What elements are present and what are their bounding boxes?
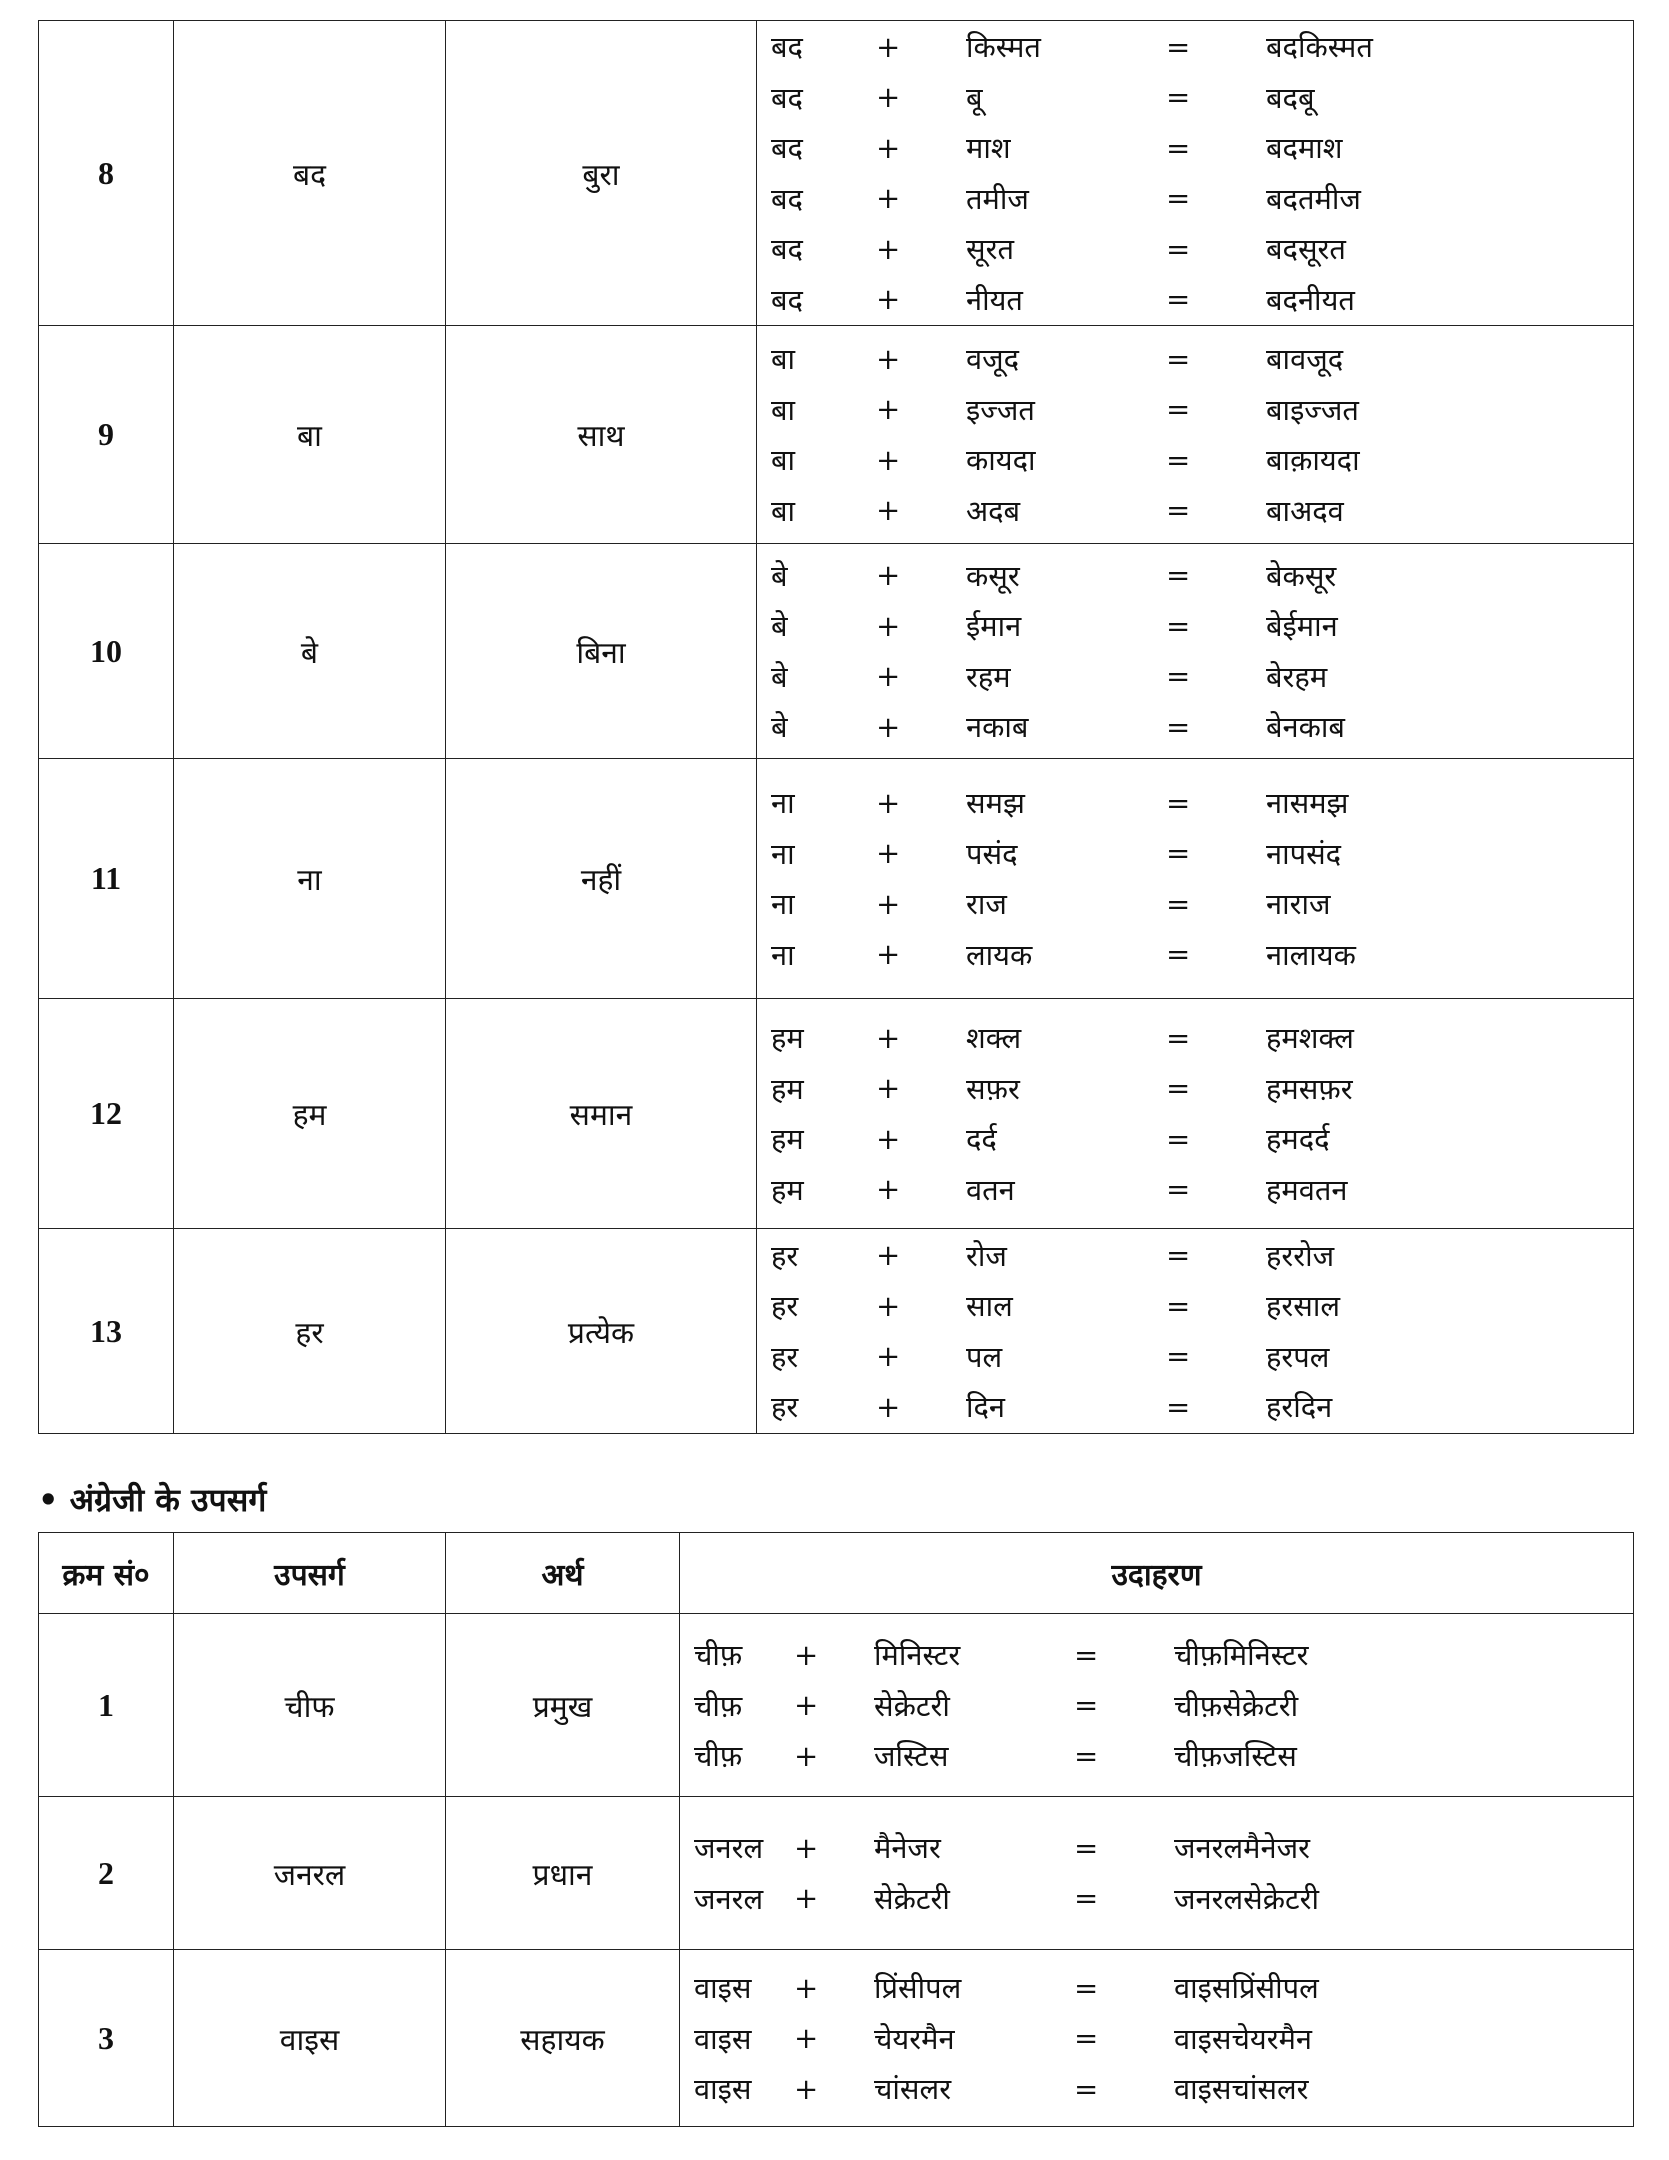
- plus-sign: +: [876, 1288, 901, 1323]
- example-root: कायदा: [966, 443, 1036, 478]
- equals-sign: =: [1166, 1121, 1191, 1156]
- equals-sign: =: [1074, 1637, 1099, 1672]
- example-root: दिन: [966, 1390, 1006, 1425]
- plus-sign: +: [876, 1121, 901, 1156]
- example-result: नालायक: [1266, 937, 1356, 972]
- examples-cell: [757, 326, 1634, 544]
- row-number: 10: [39, 544, 174, 759]
- example-result: बेरहम: [1266, 659, 1328, 694]
- equals-sign: =: [1166, 231, 1191, 266]
- column-header: अर्थ: [446, 1533, 680, 1614]
- plus-sign: +: [876, 231, 901, 266]
- equals-sign: =: [1166, 282, 1191, 317]
- examples-cell: [680, 1614, 1634, 1797]
- example-prefix: चीफ़: [694, 1688, 743, 1723]
- example-result: हमशक्ल: [1266, 1021, 1354, 1056]
- examples-cell: [680, 1797, 1634, 1950]
- example-root: इज्जत: [966, 392, 1035, 427]
- plus-sign: +: [794, 1688, 819, 1722]
- example-root: चांसलर: [874, 2072, 952, 2106]
- plus-sign: +: [876, 709, 901, 744]
- example-result: हरसाल: [1266, 1289, 1341, 1324]
- example-line: [757, 435, 1633, 486]
- example-prefix: बद: [771, 30, 803, 65]
- plus-sign: +: [876, 29, 901, 64]
- row-number: 13: [39, 1229, 174, 1434]
- plus-sign: +: [876, 608, 901, 643]
- example-prefix: बा: [771, 443, 796, 478]
- example-line: [757, 274, 1633, 325]
- equals-sign: =: [1166, 937, 1191, 972]
- example-result: जनरलसेक्रेटरी: [1174, 1881, 1320, 1916]
- row-number: 1: [39, 1614, 174, 1797]
- equals-sign: =: [1166, 29, 1191, 64]
- example-result: जनरलमैनेजर: [1174, 1831, 1310, 1866]
- example-prefix: बे: [771, 609, 788, 644]
- column-header: उपसर्ग: [174, 1533, 446, 1614]
- example-prefix: बद: [771, 80, 803, 115]
- urdu-prefix-table: [38, 20, 1634, 1434]
- equals-sign: =: [1166, 1238, 1191, 1273]
- example-line: [757, 224, 1633, 275]
- example-result: नासमझ: [1266, 786, 1349, 821]
- example-result: चीफ़जस्टिस: [1174, 1739, 1297, 1773]
- example-root: सेक्रेटरी: [874, 1881, 950, 1916]
- example-prefix: वाइस: [694, 2021, 752, 2056]
- example-line: [680, 1680, 1633, 1731]
- meaning-cell: नहीं: [446, 759, 757, 999]
- equals-sign: =: [1166, 493, 1191, 528]
- plus-sign: +: [794, 1970, 819, 2005]
- prefix-cell: बद: [174, 21, 446, 326]
- equals-sign: =: [1166, 608, 1191, 643]
- example-result: हमवतन: [1266, 1172, 1348, 1207]
- example-prefix: ना: [771, 836, 795, 871]
- plus-sign: +: [876, 1071, 901, 1106]
- example-line: [757, 1331, 1633, 1382]
- equals-sign: =: [1074, 2071, 1099, 2106]
- example-result: हमदर्द: [1266, 1122, 1330, 1157]
- example-line: [757, 485, 1633, 536]
- plus-sign: +: [876, 130, 901, 165]
- plus-sign: +: [876, 80, 901, 115]
- equals-sign: =: [1166, 659, 1191, 694]
- equals-sign: =: [1166, 341, 1191, 376]
- equals-sign: =: [1166, 130, 1191, 165]
- example-line: [757, 1230, 1633, 1281]
- example-prefix: बे: [771, 710, 788, 745]
- prefix-cell: बे: [174, 544, 446, 759]
- example-result: हरदिन: [1266, 1390, 1333, 1425]
- equals-sign: =: [1166, 181, 1191, 216]
- example-result: बेईमान: [1266, 609, 1338, 644]
- prefix-cell: हर: [174, 1229, 446, 1434]
- examples-cell: [757, 759, 1634, 999]
- table-row: [39, 21, 1634, 326]
- meaning-cell: सहायक: [446, 1950, 680, 2127]
- example-result: बदकिस्मत: [1266, 30, 1373, 65]
- example-line: [757, 1063, 1633, 1114]
- example-root: वतन: [966, 1172, 1015, 1207]
- examples-cell: [757, 21, 1634, 326]
- plus-sign: +: [876, 1172, 901, 1207]
- row-number: 12: [39, 999, 174, 1229]
- plus-sign: +: [794, 2021, 819, 2055]
- example-line: [757, 828, 1633, 879]
- example-root: ईमान: [966, 609, 1022, 644]
- prefix-cell: जनरल: [174, 1797, 446, 1950]
- example-root: शक्ल: [966, 1021, 1022, 1056]
- example-line: [757, 778, 1633, 829]
- example-prefix: हम: [771, 1122, 804, 1157]
- example-line: [680, 1730, 1633, 1781]
- example-root: लायक: [966, 937, 1033, 972]
- equals-sign: =: [1166, 558, 1191, 593]
- example-result: हररोज: [1266, 1238, 1335, 1273]
- example-prefix: हम: [771, 1172, 804, 1207]
- example-result: बावजूद: [1266, 342, 1344, 377]
- example-prefix: हर: [771, 1238, 799, 1273]
- plus-sign: +: [876, 558, 901, 593]
- examples-cell: [680, 1950, 1634, 2127]
- plus-sign: +: [876, 785, 901, 820]
- example-prefix: वाइस: [694, 1971, 752, 2005]
- row-number: 11: [39, 759, 174, 999]
- example-result: वाइसप्रिंसीपल: [1174, 1971, 1319, 2005]
- example-prefix: बा: [771, 342, 796, 377]
- equals-sign: =: [1074, 2021, 1099, 2055]
- equals-sign: =: [1074, 1970, 1099, 2005]
- plus-sign: +: [876, 937, 901, 972]
- example-root: समझ: [966, 786, 1025, 821]
- plus-sign: +: [876, 836, 901, 871]
- example-line: [757, 173, 1633, 224]
- example-line: [757, 929, 1633, 980]
- example-root: वजूद: [966, 342, 1020, 377]
- example-root: दर्द: [966, 1122, 997, 1157]
- meaning-cell: प्रमुख: [446, 1614, 680, 1797]
- meaning-cell: बिना: [446, 544, 757, 759]
- equals-sign: =: [1074, 1881, 1099, 1916]
- plus-sign: +: [794, 1881, 819, 1916]
- example-line: [680, 1629, 1633, 1680]
- example-root: अदब: [966, 493, 1021, 528]
- example-prefix: बद: [771, 181, 803, 216]
- plus-sign: +: [876, 659, 901, 694]
- example-line: [680, 1962, 1633, 2013]
- example-line: [757, 601, 1633, 652]
- table-row: [39, 326, 1634, 544]
- equals-sign: =: [1166, 1172, 1191, 1207]
- prefix-cell: चीफ: [174, 1614, 446, 1797]
- plus-sign: +: [876, 1389, 901, 1424]
- example-result: बाअदव: [1266, 493, 1344, 528]
- plus-sign: +: [794, 1637, 819, 1672]
- equals-sign: =: [1166, 392, 1191, 427]
- equals-sign: =: [1074, 1738, 1099, 1773]
- equals-sign: =: [1074, 1830, 1099, 1865]
- example-root: किस्मत: [966, 30, 1041, 65]
- example-prefix: ना: [771, 887, 795, 922]
- example-line: [757, 702, 1633, 753]
- example-line: [757, 384, 1633, 435]
- example-root: सेक्रेटरी: [874, 1688, 950, 1723]
- plus-sign: +: [876, 1339, 901, 1374]
- row-number: 8: [39, 21, 174, 326]
- example-line: [757, 651, 1633, 702]
- table-row: [39, 544, 1634, 759]
- prefix-cell: ना: [174, 759, 446, 999]
- example-prefix: ना: [771, 786, 795, 821]
- example-line: [757, 1164, 1633, 1215]
- example-prefix: हर: [771, 1390, 799, 1425]
- plus-sign: +: [876, 341, 901, 376]
- row-number: 3: [39, 1950, 174, 2127]
- equals-sign: =: [1074, 1688, 1099, 1722]
- example-prefix: बे: [771, 659, 788, 694]
- example-root: प्रिंसीपल: [874, 1971, 962, 2005]
- equals-sign: =: [1166, 1020, 1191, 1055]
- example-root: चेयरमैन: [874, 2021, 955, 2056]
- example-root: सफ़र: [966, 1071, 1020, 1106]
- plus-sign: +: [876, 442, 901, 477]
- table-row: [39, 1797, 1634, 1950]
- examples-cell: [757, 999, 1634, 1229]
- table-row: [39, 1614, 1634, 1797]
- example-result: नापसंद: [1266, 836, 1342, 871]
- equals-sign: =: [1166, 709, 1191, 744]
- equals-sign: =: [1166, 1288, 1191, 1323]
- example-prefix: चीफ़: [694, 1739, 743, 1773]
- row-number: 2: [39, 1797, 174, 1950]
- example-root: राज: [966, 887, 1007, 922]
- plus-sign: +: [876, 493, 901, 528]
- example-line: [757, 22, 1633, 73]
- example-prefix: ना: [771, 937, 795, 972]
- equals-sign: =: [1166, 785, 1191, 820]
- example-line: [680, 2063, 1633, 2114]
- equals-sign: =: [1166, 1339, 1191, 1374]
- plus-sign: +: [794, 1738, 819, 1773]
- example-result: बदनीयत: [1266, 282, 1355, 317]
- row-number: 9: [39, 326, 174, 544]
- example-result: चीफ़सेक्रेटरी: [1174, 1688, 1299, 1723]
- plus-sign: +: [876, 181, 901, 216]
- prefix-cell: बा: [174, 326, 446, 544]
- example-line: [757, 879, 1633, 930]
- example-root: पसंद: [966, 836, 1018, 871]
- example-root: कसूर: [966, 558, 1020, 593]
- example-line: [757, 1013, 1633, 1064]
- table-row: [39, 759, 1634, 999]
- example-prefix: जनरल: [694, 1881, 764, 1916]
- examples-cell: [757, 544, 1634, 759]
- example-result: बाक़ायदा: [1266, 443, 1360, 478]
- example-line: [757, 1114, 1633, 1165]
- example-root: नकाब: [966, 710, 1029, 745]
- meaning-cell: साथ: [446, 326, 757, 544]
- example-result: वाइसचेयरमैन: [1174, 2021, 1313, 2056]
- example-result: बेकसूर: [1266, 558, 1337, 593]
- example-prefix: वाइस: [694, 2072, 752, 2106]
- equals-sign: =: [1166, 1389, 1191, 1424]
- example-result: बदमाश: [1266, 131, 1343, 166]
- meaning-cell: बुरा: [446, 21, 757, 326]
- meaning-cell: प्रत्येक: [446, 1229, 757, 1434]
- example-line: [757, 550, 1633, 601]
- example-result: नाराज: [1266, 887, 1331, 922]
- example-result: चीफ़मिनिस्टर: [1174, 1638, 1309, 1672]
- table-row: [39, 999, 1634, 1229]
- example-line: [680, 1823, 1633, 1874]
- section-heading: • अंग्रेजी के उपसर्ग: [38, 1481, 267, 1519]
- example-line: [757, 72, 1633, 123]
- example-root: मैनेजर: [874, 1831, 941, 1866]
- examples-cell: [757, 1229, 1634, 1434]
- meaning-cell: प्रधान: [446, 1797, 680, 1950]
- example-root: जस्टिस: [874, 1739, 949, 1773]
- example-prefix: हम: [771, 1071, 804, 1106]
- example-prefix: बे: [771, 558, 788, 593]
- example-prefix: चीफ़: [694, 1638, 743, 1672]
- plus-sign: +: [876, 1020, 901, 1055]
- example-prefix: बद: [771, 282, 803, 317]
- example-root: साल: [966, 1289, 1013, 1324]
- plus-sign: +: [876, 392, 901, 427]
- example-root: रोज: [966, 1238, 1007, 1273]
- example-result: बदतमीज: [1266, 181, 1361, 216]
- plus-sign: +: [876, 1238, 901, 1273]
- example-result: हमसफ़र: [1266, 1071, 1353, 1106]
- equals-sign: =: [1166, 886, 1191, 921]
- example-prefix: बद: [771, 131, 803, 166]
- example-result: बदसूरत: [1266, 232, 1346, 267]
- column-header: उदाहरण: [680, 1533, 1634, 1614]
- plus-sign: +: [876, 886, 901, 921]
- example-prefix: हर: [771, 1339, 799, 1374]
- example-root: पल: [966, 1339, 1003, 1374]
- example-result: बाइज्जत: [1266, 392, 1359, 427]
- example-line: [680, 1873, 1633, 1924]
- example-prefix: बा: [771, 392, 796, 427]
- example-root: रहम: [966, 659, 1011, 694]
- prefix-cell: वाइस: [174, 1950, 446, 2127]
- example-line: [680, 2013, 1633, 2064]
- example-root: नीयत: [966, 282, 1023, 317]
- meaning-cell: समान: [446, 999, 757, 1229]
- plus-sign: +: [794, 2071, 819, 2106]
- column-header: क्रम सं०: [39, 1533, 174, 1614]
- example-line: [757, 1382, 1633, 1433]
- example-line: [757, 334, 1633, 385]
- example-root: तमीज: [966, 181, 1029, 216]
- table-row: [39, 1229, 1634, 1434]
- example-result: हरपल: [1266, 1339, 1330, 1374]
- english-prefix-table: [38, 1532, 1634, 2127]
- plus-sign: +: [876, 282, 901, 317]
- example-prefix: जनरल: [694, 1831, 764, 1866]
- example-root: मिनिस्टर: [874, 1638, 961, 1672]
- plus-sign: +: [794, 1830, 819, 1865]
- equals-sign: =: [1166, 1071, 1191, 1106]
- example-prefix: बद: [771, 232, 803, 267]
- example-line: [757, 123, 1633, 174]
- example-prefix: हर: [771, 1289, 799, 1324]
- example-result: बेनकाब: [1266, 710, 1345, 745]
- equals-sign: =: [1166, 442, 1191, 477]
- table-row: [39, 1950, 1634, 2127]
- example-prefix: हम: [771, 1021, 804, 1056]
- example-root: माश: [966, 131, 1011, 166]
- example-root: सूरत: [966, 232, 1014, 267]
- example-result: बदबू: [1266, 80, 1315, 115]
- prefix-cell: हम: [174, 999, 446, 1229]
- equals-sign: =: [1166, 836, 1191, 871]
- example-prefix: बा: [771, 493, 796, 528]
- equals-sign: =: [1166, 80, 1191, 115]
- example-root: बू: [966, 80, 983, 115]
- example-line: [757, 1281, 1633, 1332]
- example-result: वाइसचांसलर: [1174, 2072, 1309, 2106]
